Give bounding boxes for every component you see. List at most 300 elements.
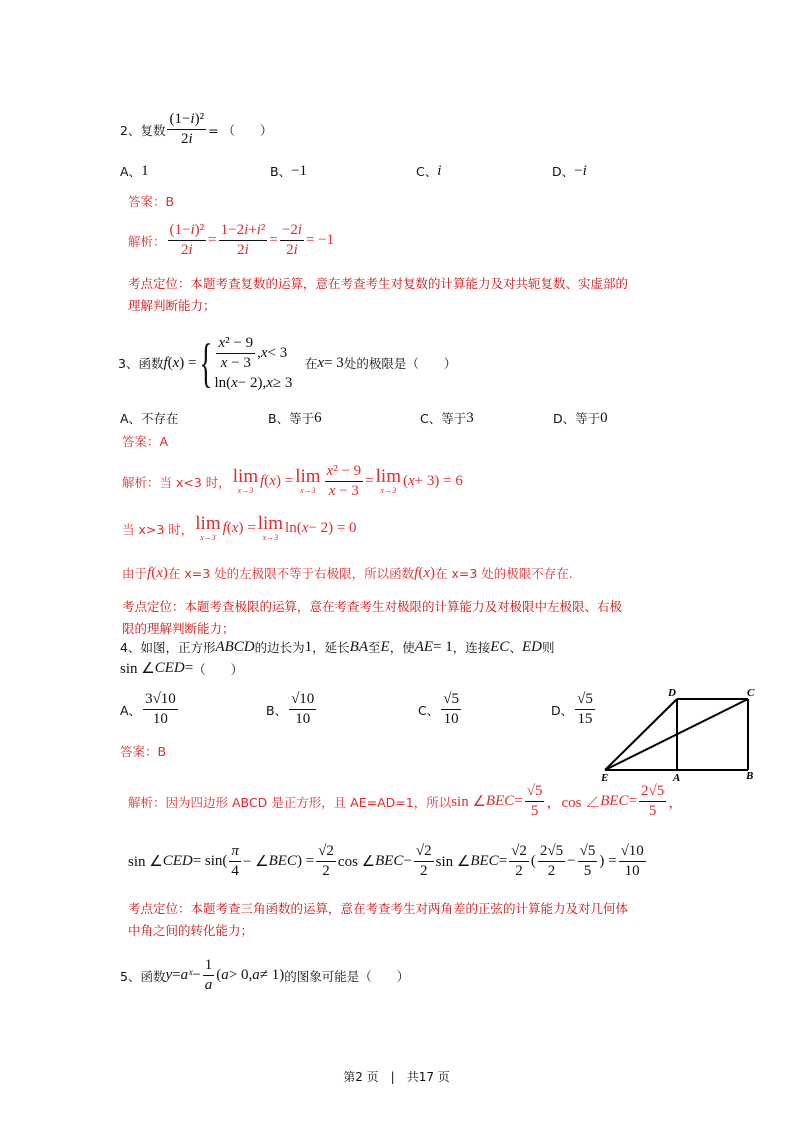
math-text: sin ∠: [128, 854, 163, 870]
text: √5: [443, 691, 459, 707]
denominator: [582, 862, 594, 881]
math-text: − ∠: [242, 854, 269, 870]
label-a: A: [673, 772, 681, 782]
math-text: =: [498, 853, 508, 869]
math-variable: i: [297, 222, 303, 238]
math-text: − 2),: [237, 375, 267, 391]
math-variable: x: [156, 564, 163, 581]
math-variable: x: [220, 355, 228, 371]
denominator: [293, 710, 312, 729]
text: ，连接: [452, 640, 491, 655]
math-text: 1: [141, 162, 149, 179]
math-text: 3: [466, 409, 474, 426]
math-variable: f: [260, 473, 265, 489]
math-text: −: [574, 162, 583, 179]
limit-subscript: x→3: [262, 533, 279, 542]
numerator: [509, 842, 529, 862]
numerator: [289, 690, 316, 710]
text: ，使: [389, 640, 415, 655]
math-variable: x: [260, 345, 268, 361]
math-variable: AE: [414, 638, 434, 655]
fraction: [168, 221, 207, 260]
text: 解析：当 x<3 时，: [122, 474, 231, 490]
numerator: [441, 690, 461, 710]
math-text: ，cos ∠: [546, 795, 601, 811]
math-variable: a: [252, 967, 260, 983]
q4-analysis-1: [128, 782, 683, 821]
math-text: (: [151, 564, 157, 581]
math-variable: x: [172, 354, 180, 371]
text: √5: [579, 843, 596, 859]
limit-symbol: lim: [195, 513, 221, 534]
denominator: [327, 482, 361, 501]
text: 处的极限是（ ）: [343, 356, 457, 371]
math-variable: x: [231, 520, 239, 536]
fraction: [414, 842, 434, 881]
math-variable: BEC: [470, 853, 499, 869]
text: C、: [416, 164, 438, 179]
math-text: (: [418, 564, 424, 581]
q4-stem-line-1: [120, 638, 554, 656]
q3-answer: 答案：A: [122, 434, 169, 449]
numerator: [229, 842, 241, 862]
numerator: [639, 782, 666, 802]
numerator: [203, 956, 215, 976]
numerator: [168, 221, 207, 241]
math-text: =: [208, 232, 217, 248]
math-variable: ˣ: [188, 967, 193, 983]
fraction: [316, 842, 336, 881]
q2-option-c: [416, 162, 441, 180]
text: A、: [120, 702, 142, 718]
numerator: [414, 842, 434, 862]
math-text: ，: [668, 795, 684, 811]
text: √5: [526, 783, 543, 799]
text: B、: [270, 164, 292, 179]
math-variable: i: [582, 162, 587, 179]
numerator: [525, 782, 545, 802]
text: B、: [266, 702, 288, 718]
math-text: ≥ 3: [272, 375, 293, 391]
text: − 3: [227, 355, 251, 371]
math-text: sin ∠: [120, 661, 155, 677]
piecewise-row: [214, 334, 292, 373]
math-text: = 3: [324, 354, 344, 371]
text: 5: [583, 863, 592, 879]
fraction: [229, 842, 241, 881]
q4-point-2: 中角之间的转化能力；: [128, 923, 254, 938]
q3-option-b: [268, 409, 322, 427]
text: ，延长: [312, 640, 350, 655]
text: 10: [443, 711, 459, 727]
text: − 3: [335, 483, 359, 499]
math-text: ) =: [179, 354, 197, 371]
numerator: [538, 842, 565, 862]
fraction: [639, 782, 666, 821]
q2-option-d: [552, 162, 587, 180]
math-text: (: [167, 354, 173, 371]
q4-option-d: [551, 690, 597, 729]
q2-point-1: 考点定位：本题考查复数的运算，意在考查考生对复数的计算能力及对共轭复数、实虚部的: [128, 276, 629, 291]
math-variable: BEC: [600, 793, 629, 809]
math-variable: f: [163, 354, 168, 371]
math-variable: E: [380, 638, 390, 655]
text: +: [248, 222, 257, 238]
math-text: ln(: [214, 375, 232, 391]
label-c: C: [747, 687, 755, 699]
denominator: [179, 241, 195, 260]
q4-analysis-2: [128, 842, 648, 881]
math-text: 1: [304, 638, 313, 655]
limit: [258, 515, 283, 542]
limit-symbol: lim: [257, 513, 284, 534]
q3-analysis-1: [122, 462, 463, 501]
brace-icon: {: [198, 333, 212, 393]
text: A、: [120, 164, 142, 179]
page-footer: 第2 页 | 共17 页: [343, 1070, 450, 1084]
math-variable: x: [423, 564, 430, 581]
limit-symbol: lim: [375, 466, 401, 487]
q4-option-a: [120, 690, 180, 729]
text: (1−: [169, 111, 191, 127]
math-text: ln(: [285, 520, 302, 536]
text: √2: [415, 843, 432, 859]
text: 2: [547, 863, 556, 879]
denominator: [219, 354, 253, 373]
text: 1: [204, 957, 213, 973]
q4-option-c: [418, 690, 463, 729]
math-variable: a: [180, 967, 189, 983]
text: 2: [181, 242, 189, 258]
numerator: [316, 842, 336, 862]
denominator: [229, 862, 241, 881]
limit: [233, 468, 258, 495]
math-variable: i: [437, 162, 442, 179]
text: 5: [530, 803, 539, 819]
fraction: [167, 110, 206, 149]
piecewise: [197, 334, 293, 392]
text: −2: [281, 222, 298, 238]
text: 、: [509, 640, 522, 655]
fraction: [216, 334, 255, 373]
math-variable: i: [190, 111, 195, 127]
text: 10: [624, 863, 640, 879]
denominator: [151, 710, 170, 729]
q3-stem: [118, 334, 456, 392]
math-text: ): [162, 564, 168, 581]
math-variable: i: [188, 242, 193, 258]
numerator: [143, 690, 178, 710]
text: D、: [551, 702, 574, 718]
text: √2: [511, 843, 527, 859]
text: 5: [648, 803, 657, 819]
text: C、: [418, 702, 440, 718]
text: 的图象可能是（ ）: [284, 968, 410, 984]
math-variable: x: [266, 375, 273, 391]
numerator: [325, 462, 364, 482]
text: ² − 9: [225, 335, 254, 351]
math-variable: a: [204, 977, 213, 993]
math-text: − 2) = 0: [308, 520, 357, 536]
math-text: −: [403, 853, 412, 869]
denominator: [235, 241, 251, 260]
numerator: [280, 221, 304, 241]
math-text: ): [429, 564, 435, 581]
limit: [295, 468, 320, 495]
text: A、不存在: [120, 411, 179, 426]
fraction: [280, 221, 304, 260]
limit-subscript: x→3: [237, 486, 254, 495]
square-figure: [595, 682, 765, 782]
text: 3√10: [145, 691, 176, 707]
text: √2: [318, 843, 334, 859]
math-variable: π: [231, 843, 239, 859]
math-variable: i: [244, 242, 249, 258]
math-text: = sin(: [192, 853, 228, 869]
text: 2、复数: [120, 122, 166, 138]
text: 2: [180, 131, 189, 147]
math-text: 6: [314, 409, 322, 426]
text: 在 x=3 处的左极限不等于右极限，所以函数: [167, 566, 415, 581]
text: 在: [292, 356, 318, 371]
math-text: −: [192, 967, 201, 983]
text: 1−2: [220, 222, 245, 238]
limit: [195, 515, 220, 542]
math-variable: ED: [521, 638, 542, 655]
fraction: [575, 690, 595, 729]
math-text: −1: [291, 162, 308, 179]
fraction: [441, 690, 461, 729]
text: 的边长为: [254, 640, 305, 655]
text: )²: [194, 111, 205, 127]
text: （ ）: [193, 661, 244, 677]
math-text: > 0,: [228, 967, 253, 983]
denominator: [203, 976, 215, 995]
math-variable: EC: [490, 638, 510, 655]
numerator: [578, 842, 598, 862]
math-variable: f: [147, 564, 152, 581]
label-b: B: [746, 770, 754, 782]
math-text: (: [402, 473, 408, 489]
math-text: + 3) = 6: [414, 473, 463, 489]
denominator: [623, 862, 642, 881]
math-text: −: [567, 853, 576, 869]
fraction: [325, 462, 364, 501]
denominator: [179, 130, 195, 149]
q4-stem-line-2: [120, 659, 243, 678]
label-e: E: [601, 772, 609, 782]
fraction: [509, 842, 529, 881]
q2-point-2: 理解判断能力；: [128, 298, 216, 313]
q3-option-c: [420, 409, 474, 427]
limit-symbol: lim: [232, 466, 259, 487]
math-text: (: [216, 967, 222, 983]
math-variable: i: [188, 131, 193, 147]
math-text: =: [628, 793, 638, 809]
text: 2: [286, 242, 294, 258]
limit: [376, 468, 401, 495]
math-text: ) =: [275, 473, 294, 489]
text: 至: [368, 640, 381, 655]
numerator: [575, 690, 595, 710]
text: = （ ）: [208, 122, 273, 138]
text: 10: [295, 711, 311, 727]
q3-point-1: 考点定位：本题考查极限的运算，意在考查考生对极限的计算能力及对极限中左极限、右极: [122, 599, 623, 614]
math-text: =: [184, 660, 194, 676]
math-variable: CED: [162, 853, 193, 869]
fraction: [219, 221, 268, 260]
fraction: [538, 842, 565, 881]
math-text: ,: [257, 345, 261, 361]
limit-subscript: x→3: [200, 533, 216, 542]
text: 当 x>3 时，: [122, 521, 194, 537]
math-text: ≠ 1): [259, 967, 285, 983]
limit-symbol: lim: [295, 466, 321, 487]
denominator: [320, 862, 332, 881]
math-variable: BEC: [268, 853, 297, 869]
text: D、等于: [553, 411, 601, 426]
math-variable: BEC: [485, 793, 515, 809]
math-text: 0: [600, 409, 608, 426]
text: ² − 9: [333, 463, 362, 479]
line-ed: [605, 699, 677, 770]
fraction: [203, 956, 215, 995]
denominator: [442, 710, 461, 729]
text: 解析：: [128, 233, 166, 249]
math-variable: x: [407, 473, 415, 489]
q2-analysis: [128, 221, 334, 260]
numerator: [167, 110, 206, 130]
text: 4、如图，正方形: [120, 640, 216, 655]
math-variable: CED: [154, 660, 185, 676]
q3-option-d: [553, 409, 608, 427]
text: 2: [237, 242, 245, 258]
denominator: [418, 862, 430, 881]
math-variable: x: [326, 463, 334, 479]
fraction: [289, 690, 316, 729]
math-text: ) =: [296, 853, 315, 869]
math-text: sin ∠: [435, 854, 471, 870]
denominator: [513, 862, 525, 881]
fraction: [578, 842, 598, 881]
math-text: (: [264, 473, 270, 489]
limit-subscript: x→3: [380, 486, 397, 495]
text: B、等于: [268, 411, 315, 426]
math-variable: i: [293, 242, 298, 258]
text: 解析：因为四边形 ABCD 是正方形，且 AE=AD=1，所以: [128, 794, 452, 810]
text: 在 x=3 处的极限不存在.: [434, 566, 573, 581]
fraction: [143, 690, 178, 729]
math-variable: y: [165, 967, 173, 983]
math-variable: f: [222, 520, 227, 536]
text: 2: [322, 863, 330, 879]
numerator: [216, 334, 255, 354]
text: 2√5: [641, 783, 665, 799]
math-variable: BA: [349, 638, 368, 655]
q2-option-a: [120, 162, 149, 180]
piecewise-rows: [214, 334, 292, 392]
math-variable: i: [256, 222, 261, 238]
math-variable: x: [231, 375, 238, 391]
math-variable: BEC: [375, 853, 404, 869]
q3-analysis-2: [122, 515, 357, 542]
denominator: [529, 802, 541, 821]
math-text: =: [269, 232, 278, 248]
math-text: < 3: [267, 345, 288, 361]
math-variable: x: [328, 483, 336, 499]
math-variable: i: [244, 222, 249, 238]
denominator: [576, 710, 595, 729]
math-variable: x: [301, 520, 309, 536]
q5-stem: [120, 956, 409, 995]
q3-analysis-3: [122, 564, 573, 582]
math-variable: x: [269, 473, 276, 489]
text: 则: [541, 640, 555, 655]
text: √10: [291, 691, 315, 707]
math-text: (: [530, 853, 536, 869]
text: √10: [620, 843, 644, 859]
math-text: =: [365, 473, 374, 489]
q2-option-b: [270, 162, 307, 180]
piecewise-row: [214, 375, 292, 392]
q4-point-1: 考点定位：本题考查三角函数的运算，意在考查考生对两角差的正弦的计算能力及对几何体: [128, 901, 629, 916]
q4-option-b: [266, 690, 318, 729]
math-text: ) =: [238, 520, 256, 536]
q3-option-a: [120, 409, 179, 427]
math-variable: f: [414, 564, 419, 581]
fraction: [525, 782, 545, 821]
math-text: =: [514, 793, 523, 809]
denominator: [647, 802, 659, 821]
text: 2√5: [539, 843, 564, 859]
fraction: [619, 842, 646, 881]
q3-point-2: 限的理解判断能力；: [122, 621, 235, 636]
text: 2: [420, 863, 428, 879]
math-text: (: [226, 520, 232, 536]
math-variable: x: [218, 335, 226, 351]
text: 3、函数: [118, 356, 164, 371]
text: 由于: [122, 566, 148, 581]
math-text: ) =: [599, 853, 617, 869]
math-text: = 1: [433, 638, 453, 655]
text: 4: [231, 863, 239, 879]
math-text: =: [172, 967, 181, 983]
q4-answer: 答案：B: [120, 744, 167, 759]
math-text: sin ∠: [451, 794, 486, 810]
label-d: D: [668, 687, 676, 699]
text: C、等于: [420, 411, 467, 426]
denominator: [284, 241, 300, 260]
text: )²: [194, 222, 205, 238]
q2-answer: 答案：B: [128, 194, 175, 209]
numerator: [219, 221, 268, 241]
math-variable: x: [317, 354, 325, 371]
denominator: [546, 862, 558, 881]
text: 5、函数: [120, 968, 166, 984]
math-variable: ABCD: [215, 638, 255, 655]
math-text: = −1: [306, 232, 335, 248]
q2-stem: [120, 110, 273, 149]
text: (1−: [169, 222, 191, 238]
numerator: [619, 842, 646, 862]
math-text: cos ∠: [337, 854, 376, 870]
text: 10: [152, 711, 168, 727]
math-variable: i: [190, 222, 195, 238]
text: 2: [515, 863, 523, 879]
text: D、: [552, 164, 575, 179]
text: √5: [577, 691, 593, 707]
limit-subscript: x→3: [300, 486, 316, 495]
